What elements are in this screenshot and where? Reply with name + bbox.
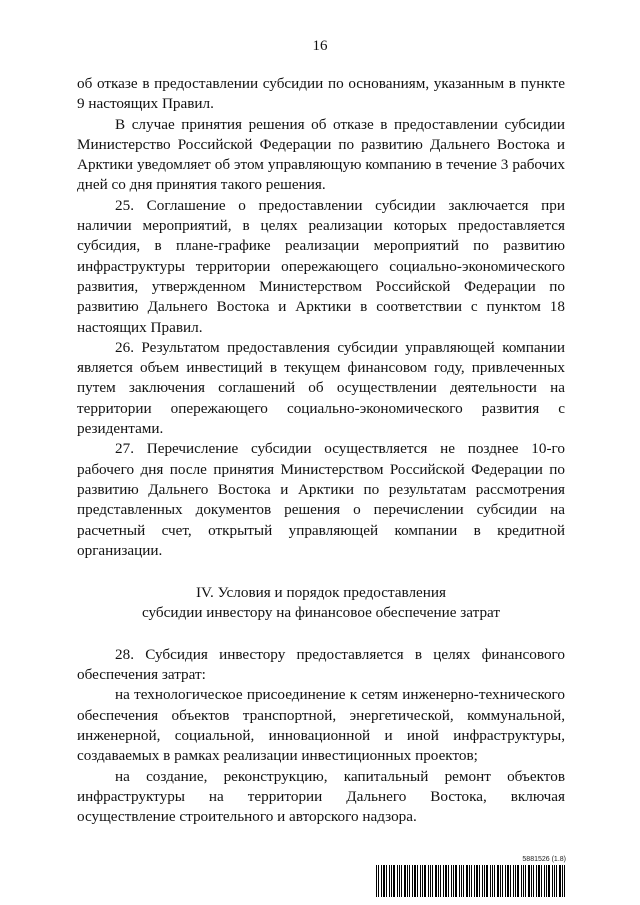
barcode-bar (548, 865, 550, 897)
barcode-bar (409, 865, 410, 897)
paragraph: об отказе в предоставлении субсидии по основаниям, указанным в пункте 9 настоящих Правил. (77, 75, 565, 113)
barcode-bar (523, 865, 524, 897)
paragraph-item-28: 28. Субсидия инвестору предоставляется в целях финансового обеспечения затрат: (77, 645, 565, 684)
barcode-bar (422, 865, 423, 897)
barcode-bar (476, 865, 478, 897)
barcode-bar (497, 865, 499, 897)
barcode-bar (417, 865, 418, 897)
barcode-bar (479, 865, 480, 897)
barcode-bar (505, 865, 506, 897)
barcode-bar (461, 865, 462, 897)
barcode-bar (424, 865, 426, 897)
barcode-bar (448, 865, 449, 897)
paragraph-item-25: 25. Соглашение о предоставлении субсидии заключается при наличии мероприятий, в целях реализации которых предоставляется субсидия, в плане-графике реализации мероприятий по развитию инфраструктуры территории опережающего социально-экономического развития, утвержденном Министерством Российской Федерации по развитию Дальнего Востока и Арктики в соответствии с пунктом 18 настоящих Правил. (77, 196, 565, 336)
barcode-bar (451, 865, 452, 897)
barcode-bar (536, 865, 537, 897)
barcode-bar (531, 865, 532, 897)
barcode-icon (376, 865, 566, 897)
barcode-bar (494, 865, 495, 897)
barcode-bar (559, 865, 561, 897)
barcode-bar (541, 865, 542, 897)
section-heading (77, 583, 565, 624)
page-number: 16 (312, 38, 328, 54)
barcode-bar (490, 865, 491, 897)
barcode-bar (546, 865, 547, 897)
barcode-bar (376, 865, 377, 897)
barcode-bar (525, 865, 526, 897)
barcode-bar (428, 865, 429, 897)
barcode-bar (528, 865, 530, 897)
barcode-bar (381, 865, 382, 897)
barcode-bar (414, 865, 416, 897)
barcode-bar (552, 865, 553, 897)
barcode-bar (517, 865, 519, 897)
barcode-bar (453, 865, 454, 897)
barcode-bar (484, 865, 485, 897)
paragraph-item-26: 26. Результатом предоставления субсидии управляющей компании является объем инвестиций в текущем финансовом году, привлеченных путем заключения соглашений об осуществлении деятельности на территории опережающего социально-экономического развития с резидентами. (77, 338, 565, 438)
barcode-bar (562, 865, 563, 897)
barcode-block (376, 855, 566, 899)
barcode-bar (455, 865, 457, 897)
barcode-bar (502, 865, 503, 897)
barcode-bar (401, 865, 402, 897)
barcode-bar (515, 865, 516, 897)
paragraph: В случае принятия решения об отказе в предоставлении субсидии Министерство Российской Федерации по развитию Дальнего Востока и Арктики уведомляет об этом управляющую компанию в течение 3 рабочих дней со дня принятия такого решения. (77, 115, 565, 194)
barcode-bar (389, 865, 390, 897)
barcode-code: 5881526 (1.8) (522, 856, 566, 863)
paragraph-item-27: 27. Перечисление субсидии осуществляется не позднее 10-го рабочего дня после принятия Министерством Российской Федерации по развитию Дальнего Востока и Арктики по результатам рассмотрения представленных документов решения о перечислении субсидии на расчетный счет, открытый управляющей компании в кредитной организации. (77, 440, 565, 559)
paragraph: на создание, реконструкцию, капитальный ремонт объектов инфраструктуры на территории Дальнего Востока, включая осуществление строительного и авторского надзора. (77, 767, 565, 826)
barcode-bar (510, 865, 511, 897)
barcode-bar (469, 865, 470, 897)
barcode-bar (492, 865, 493, 897)
barcode-bar (412, 865, 413, 897)
barcode-bar (420, 865, 421, 897)
barcode-bar (459, 865, 460, 897)
paragraphs-bottom (77, 645, 565, 828)
barcode-bar (486, 865, 488, 897)
barcode-bar (383, 865, 385, 897)
barcode-bar (391, 865, 392, 897)
barcode-bar (435, 865, 437, 897)
barcode-bar (554, 865, 555, 897)
barcode-bar (544, 865, 545, 897)
barcode-bar (482, 865, 483, 897)
barcode-bar (538, 865, 540, 897)
barcode-bar (513, 865, 514, 897)
barcode-bar (440, 865, 441, 897)
paragraphs-top (77, 74, 565, 561)
barcode-bar (386, 865, 387, 897)
barcode-bar (556, 865, 557, 897)
barcode-bar (500, 865, 501, 897)
paragraph: на технологическое присоединение к сетям инженерно-технического обеспечения объектов транспортной, энергетической, коммунальной, инженерной, социальной, инновационной и иной инфраструктуры, создаваемых в рамках реализации инвестиционных проектов; (77, 686, 565, 765)
barcode-bar (445, 865, 447, 897)
barcode-bar (443, 865, 444, 897)
document-body (77, 74, 565, 827)
barcode-bar (430, 865, 431, 897)
barcode-bar (404, 865, 406, 897)
barcode-bar (399, 865, 400, 897)
barcode-bar (463, 865, 464, 897)
barcode-bar (533, 865, 534, 897)
barcode-bar (393, 865, 395, 897)
barcode-bar (378, 865, 379, 897)
barcode-bar (507, 865, 509, 897)
barcode-bar (438, 865, 439, 897)
barcode-bar (474, 865, 475, 897)
barcode-bar (521, 865, 522, 897)
barcode-bar (397, 865, 398, 897)
barcode-bar (564, 865, 565, 897)
section-heading-line1: IV. Условия и порядок предоставления (195, 584, 447, 602)
section-heading-line2: субсидии инвестору на финансовое обеспечение затрат (141, 604, 501, 622)
barcode-bar (407, 865, 408, 897)
barcode-bar (471, 865, 472, 897)
barcode-bar (432, 865, 433, 897)
barcode-bar (466, 865, 468, 897)
